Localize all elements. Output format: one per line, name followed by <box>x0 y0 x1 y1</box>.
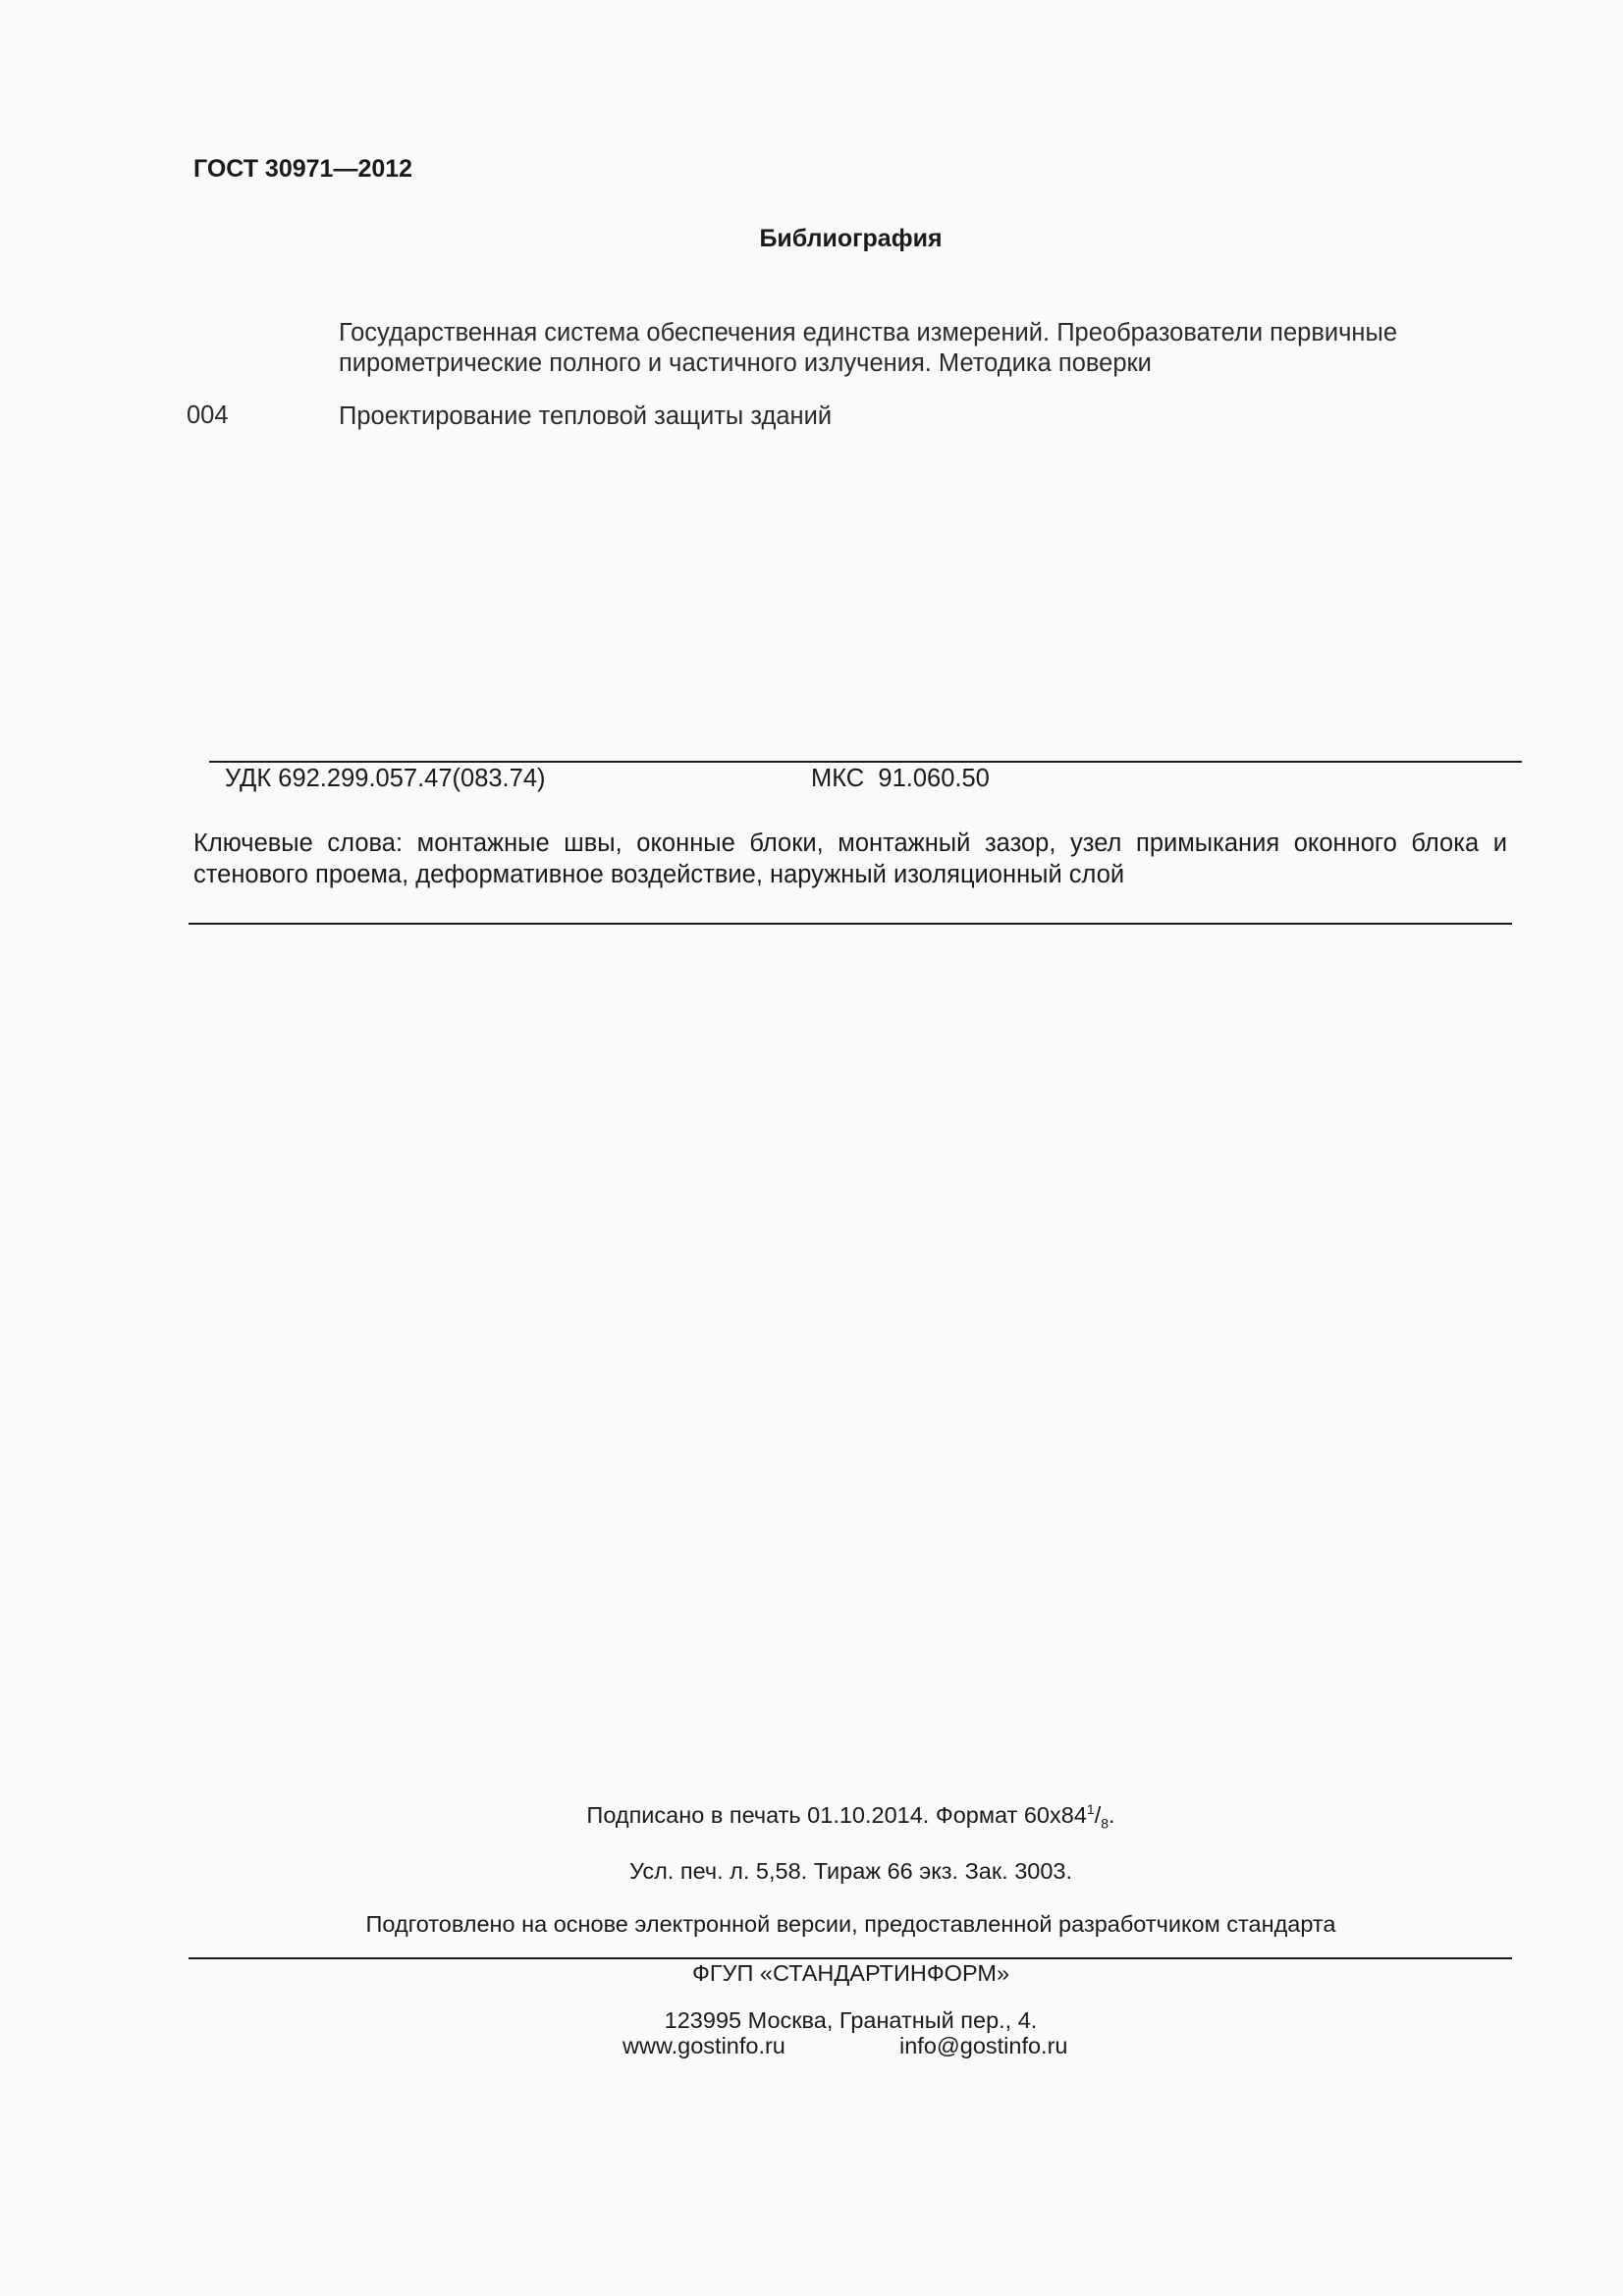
classification-top-rule <box>209 761 1522 763</box>
format-suffix: . <box>1109 1801 1115 1828</box>
keywords-bottom-rule <box>189 923 1512 925</box>
format-fraction-numerator: 1 <box>1086 1801 1095 1817</box>
print-info-line: Усл. печ. л. 5,58. Тираж 66 экз. Зак. 3003. <box>628 1858 1073 1884</box>
keywords-paragraph: Ключевые слова: монтажные швы, оконные блоки, монтажный зазор, узел примыкания оконного блока и стенового проема, деформативное воздействие, наружный изоляционный слой <box>193 829 1507 888</box>
udc-code: УДК 692.299.057.47(083.74) <box>225 765 546 792</box>
bibliography-title: Библиография <box>759 225 943 252</box>
publisher-website-link[interactable]: www.gostinfo.ru <box>622 2033 785 2058</box>
document-code: ГОСТ 30971—2012 <box>193 155 413 183</box>
signed-for-print-line: Подписано в печать 01.10.2014. Формат $60x84^1/_8$. <box>586 1801 1115 1832</box>
bibliography-entry-2-number: 004 <box>187 401 229 429</box>
prepared-from-line: Подготовлено на основе электронной версии, предоставленной разработчиком стандарта <box>365 1911 1336 1937</box>
format-fraction-denominator: 8 <box>1101 1815 1109 1832</box>
publisher-address: 123995 Москва, Гранатный пер., 4. <box>664 2007 1038 2033</box>
publisher-top-rule <box>189 1957 1512 1959</box>
publisher-name: ФГУП «СТАНДАРТИНФОРМ» <box>691 1960 1010 1986</box>
mks-code: МКС 91.060.50 <box>811 765 990 792</box>
publisher-email-link[interactable]: info@gostinfo.ru <box>899 2033 1068 2058</box>
bibliography-entry-1-text: Государственная система обеспечения единства измерений. Преобразователи первичные пирометрические полного и частичного излучения. Методика поверки <box>339 319 1398 377</box>
bibliography-entry-2-text: Проектирование тепловой защиты зданий <box>339 402 833 430</box>
signed-for-print-text: Подписано в печать 01.10.2014. Формат 60x84 <box>586 1801 1087 1828</box>
